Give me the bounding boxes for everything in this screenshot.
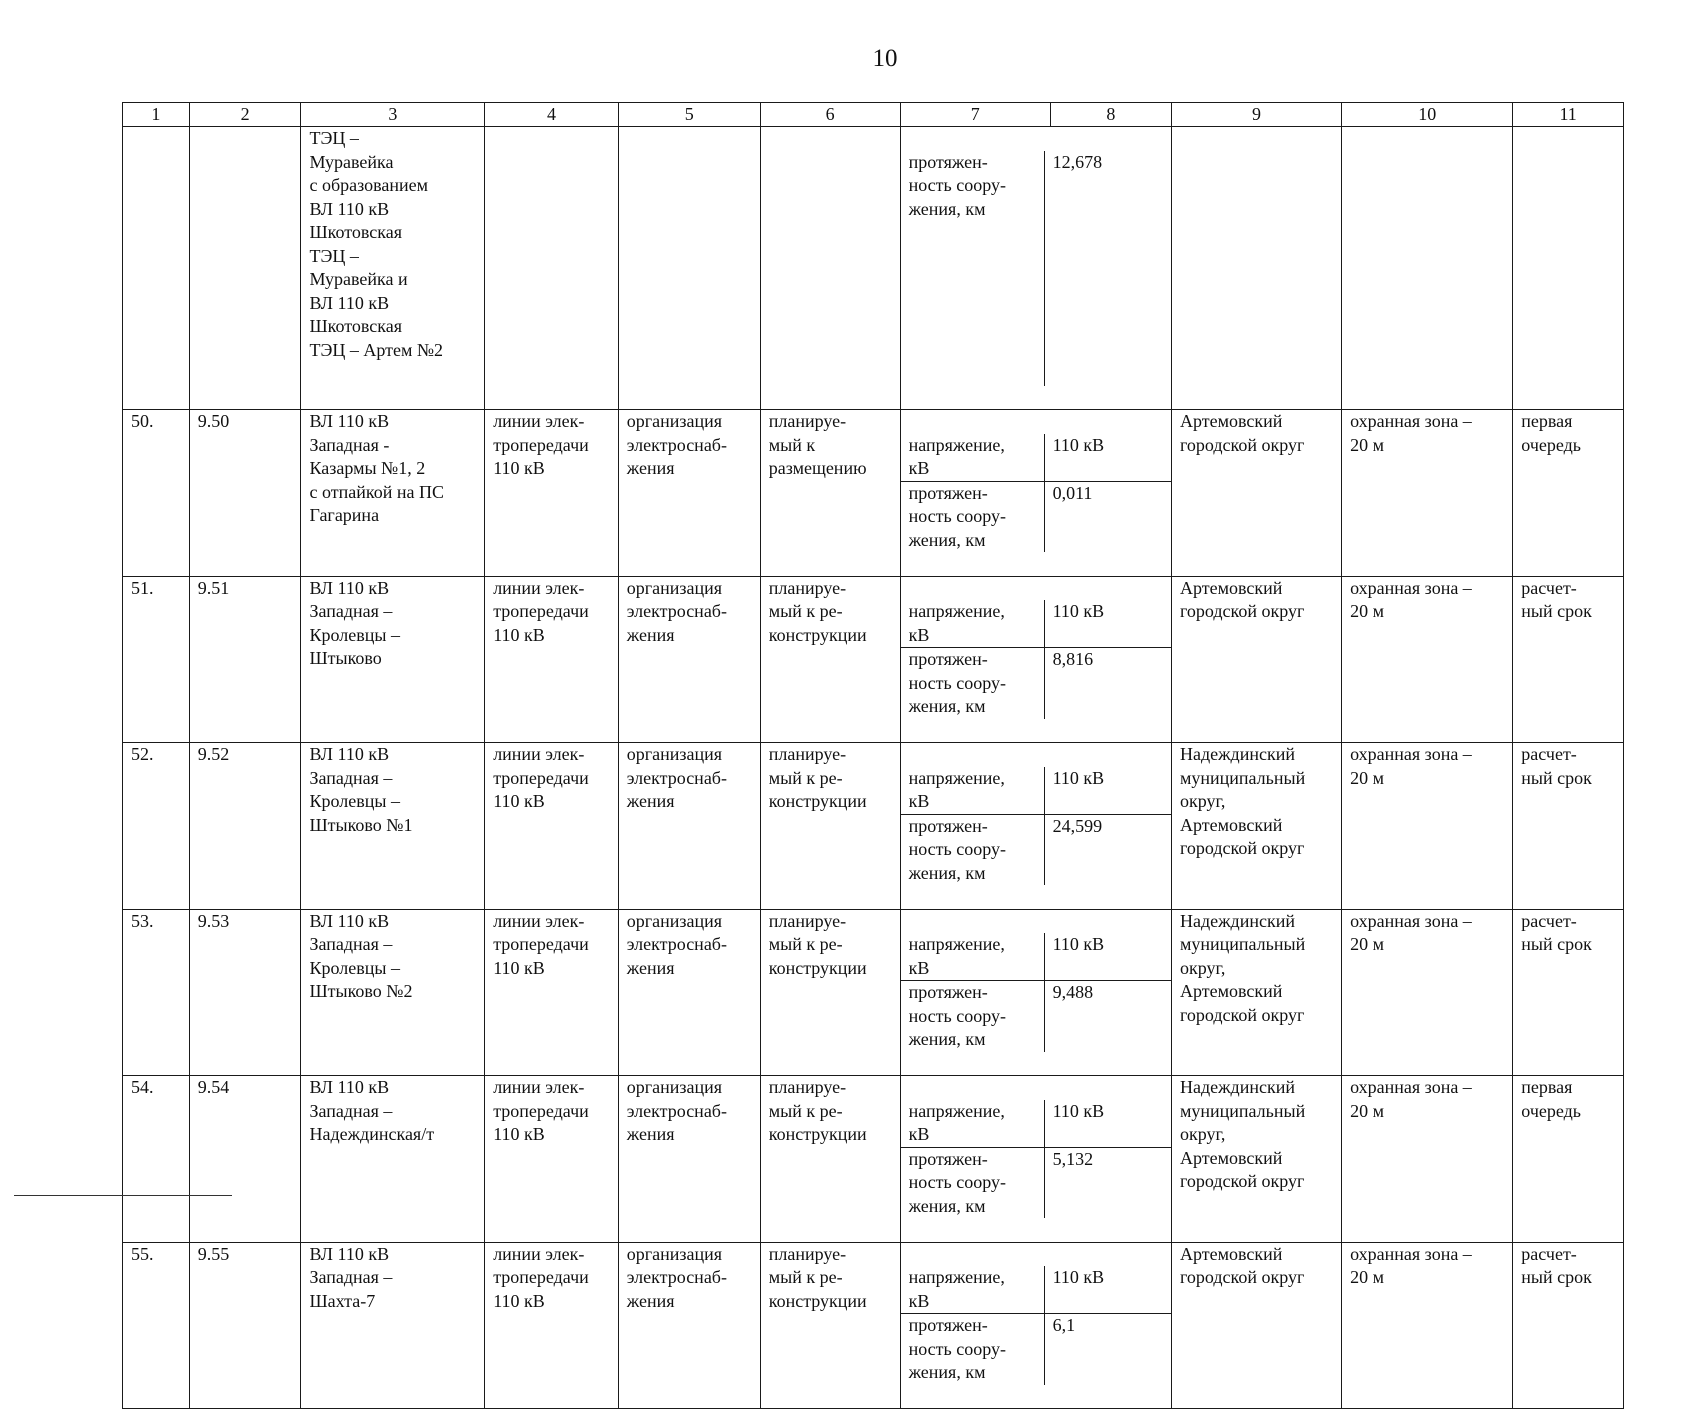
parameter-name: протяжен- ность соору- жения, км [901,815,1045,886]
parameter-name: протяжен- ность соору- жения, км [901,151,1045,386]
code-cell: 9.51 [189,576,301,743]
page-number: 10 [872,45,898,72]
table-header-row [123,103,1624,127]
table-row [123,410,1624,577]
purpose-cell: организация электроснаб- жения [618,410,760,577]
term-cell: первая очередь [1513,410,1624,577]
parameter-name: напряжение, кВ [901,1100,1045,1147]
object-type-cell: линии элек- тропередачи 110 кВ [485,909,619,1076]
column-header: 2 [189,103,301,127]
status-cell: планируе- мый к ре- конструкции [760,576,900,743]
code-cell: 9.54 [189,1076,301,1243]
object-name-cell: ВЛ 110 кВ Западная – Надеждинская/т [301,1076,485,1243]
zone-cell: охранная зона – 20 м [1342,743,1513,910]
column-header: 8 [1050,103,1171,127]
code-cell: 9.50 [189,410,301,577]
parameter-value: 110 кВ [1052,1100,1105,1121]
column-header: 6 [760,103,900,127]
parameter-value: 6,1 [1052,1315,1076,1335]
zone-cell: охранная зона – 20 м [1342,410,1513,577]
status-cell: планируе- мый к ре- конструкции [760,1242,900,1409]
parameter-name: напряжение, кВ [901,933,1045,980]
parameter-name: напряжение, кВ [901,767,1045,814]
parameter-value: 110 кВ [1052,601,1105,621]
continuation-row [123,127,1624,410]
zone-cell: охранная зона – 20 м [1342,1076,1513,1243]
location-cell: Артемовский городской округ [1171,1242,1341,1409]
column-header: 11 [1513,103,1624,127]
object-name-cell: ВЛ 110 кВ Западная - Казармы №1, 2 с отпайкой на ПС Гагарина [301,410,485,577]
parameters-cell [900,576,1171,743]
object-type-cell: линии элек- тропередачи 110 кВ [485,1242,619,1409]
parameter-name: напряжение, кВ [901,600,1045,647]
parameter-name: напряжение, кВ [901,434,1045,481]
purpose-cell: организация электроснаб- жения [618,1242,760,1409]
parameter-name: протяжен- ность соору- жения, км [901,482,1045,553]
zone-cell: охранная зона – 20 м [1342,576,1513,743]
term-cell: расчет- ный срок [1513,1242,1624,1409]
location-cell: Надеждинский муниципальный округ, Артемовский городской округ [1171,1076,1341,1243]
object-name-cell: ВЛ 110 кВ Западная – Кролевцы – Штыково №2 [301,909,485,1076]
parameter-name: протяжен- ность соору- жения, км [901,981,1045,1052]
status-cell: планируе- мый к ре- конструкции [760,1076,900,1243]
column-header: 4 [485,103,619,127]
code-cell: 9.52 [189,743,301,910]
table-row [123,1076,1624,1243]
column-header: 5 [618,103,760,127]
table-row [123,743,1624,910]
footer-divider [14,1195,232,1196]
parameter-value: 5,132 [1052,1148,1094,1169]
parameters-cell [900,127,1171,410]
row-number-cell: 51. [123,576,190,743]
purpose-cell: организация электроснаб- жения [618,909,760,1076]
table-row [123,1242,1624,1409]
zone-cell: охранная зона – 20 м [1342,909,1513,1076]
parameter-value: 110 кВ [1052,934,1105,954]
term-cell: расчет- ный срок [1513,576,1624,743]
status-cell: планируе- мый к ре- конструкции [760,909,900,1076]
object-type-cell: линии элек- тропередачи 110 кВ [485,1076,619,1243]
object-name-cell: ВЛ 110 кВ Западная – Кролевцы – Штыково №1 [301,743,485,910]
purpose-cell: организация электроснаб- жения [618,576,760,743]
column-header: 3 [301,103,485,127]
code-cell: 9.53 [189,909,301,1076]
location-cell: Надеждинский муниципальный округ, Артемовский городской округ [1171,909,1341,1076]
term-cell: расчет- ный срок [1513,743,1624,910]
parameters-cell [900,1076,1171,1243]
term-cell: первая очередь [1513,1076,1624,1243]
parameters-cell [900,743,1171,910]
object-name-cell: ТЭЦ – Муравейка с образованием ВЛ 110 кВ Шкотовская ТЭЦ – Муравейка и ВЛ 110 кВ Шкотовская ТЭЦ – Артем №2 [301,127,485,410]
location-cell: Артемовский городской округ [1171,410,1341,577]
location-cell: Артемовский городской округ [1171,576,1341,743]
parameter-name: протяжен- ность соору- жения, км [901,648,1045,719]
purpose-cell: организация электроснаб- жения [618,1076,760,1243]
zone-cell: охранная зона – 20 м [1342,1242,1513,1409]
row-number-cell: 55. [123,1242,190,1409]
column-header: 1 [123,103,190,127]
object-name-cell: ВЛ 110 кВ Западная – Шахта-7 [301,1242,485,1409]
table-row [123,576,1624,743]
parameters-cell [900,410,1171,577]
parameter-value: 0,011 [1052,482,1093,503]
parameter-value: 110 кВ [1052,434,1105,455]
status-cell: планируе- мый к ре- конструкции [760,743,900,910]
table-body [123,410,1624,1409]
objects-table [122,102,1624,1409]
object-type-cell: линии элек- тропередачи 110 кВ [485,743,619,910]
object-type-cell: линии элек- тропередачи 110 кВ [485,576,619,743]
parameter-name: напряжение, кВ [901,1266,1045,1313]
row-number-cell: 54. [123,1076,190,1243]
parameter-name: протяжен- ность соору- жения, км [901,1314,1045,1385]
parameter-value: 8,816 [1052,649,1094,669]
parameter-name: протяжен- ность соору- жения, км [901,1148,1045,1219]
column-header: 9 [1171,103,1341,127]
object-name-cell: ВЛ 110 кВ Западная – Кролевцы – Штыково [301,576,485,743]
parameters-cell [900,909,1171,1076]
column-header: 10 [1342,103,1513,127]
object-type-cell: линии элек- тропередачи 110 кВ [485,410,619,577]
location-cell: Надеждинский муниципальный округ, Артемовский городской округ [1171,743,1341,910]
table-row [123,909,1624,1076]
parameter-value: 12,678 [1052,151,1103,172]
parameters-cell [900,1242,1171,1409]
row-number-cell: 53. [123,909,190,1076]
parameter-value: 24,599 [1052,815,1103,836]
status-cell: планируе- мый к размещению [760,410,900,577]
parameter-value: 110 кВ [1052,767,1105,788]
row-number-cell: 52. [123,743,190,910]
row-number-cell: 50. [123,410,190,577]
parameter-value: 110 кВ [1052,1267,1105,1287]
purpose-cell: организация электроснаб- жения [618,743,760,910]
term-cell: расчет- ный срок [1513,909,1624,1076]
column-header: 7 [900,103,1050,127]
parameter-value: 9,488 [1052,982,1094,1002]
code-cell: 9.55 [189,1242,301,1409]
